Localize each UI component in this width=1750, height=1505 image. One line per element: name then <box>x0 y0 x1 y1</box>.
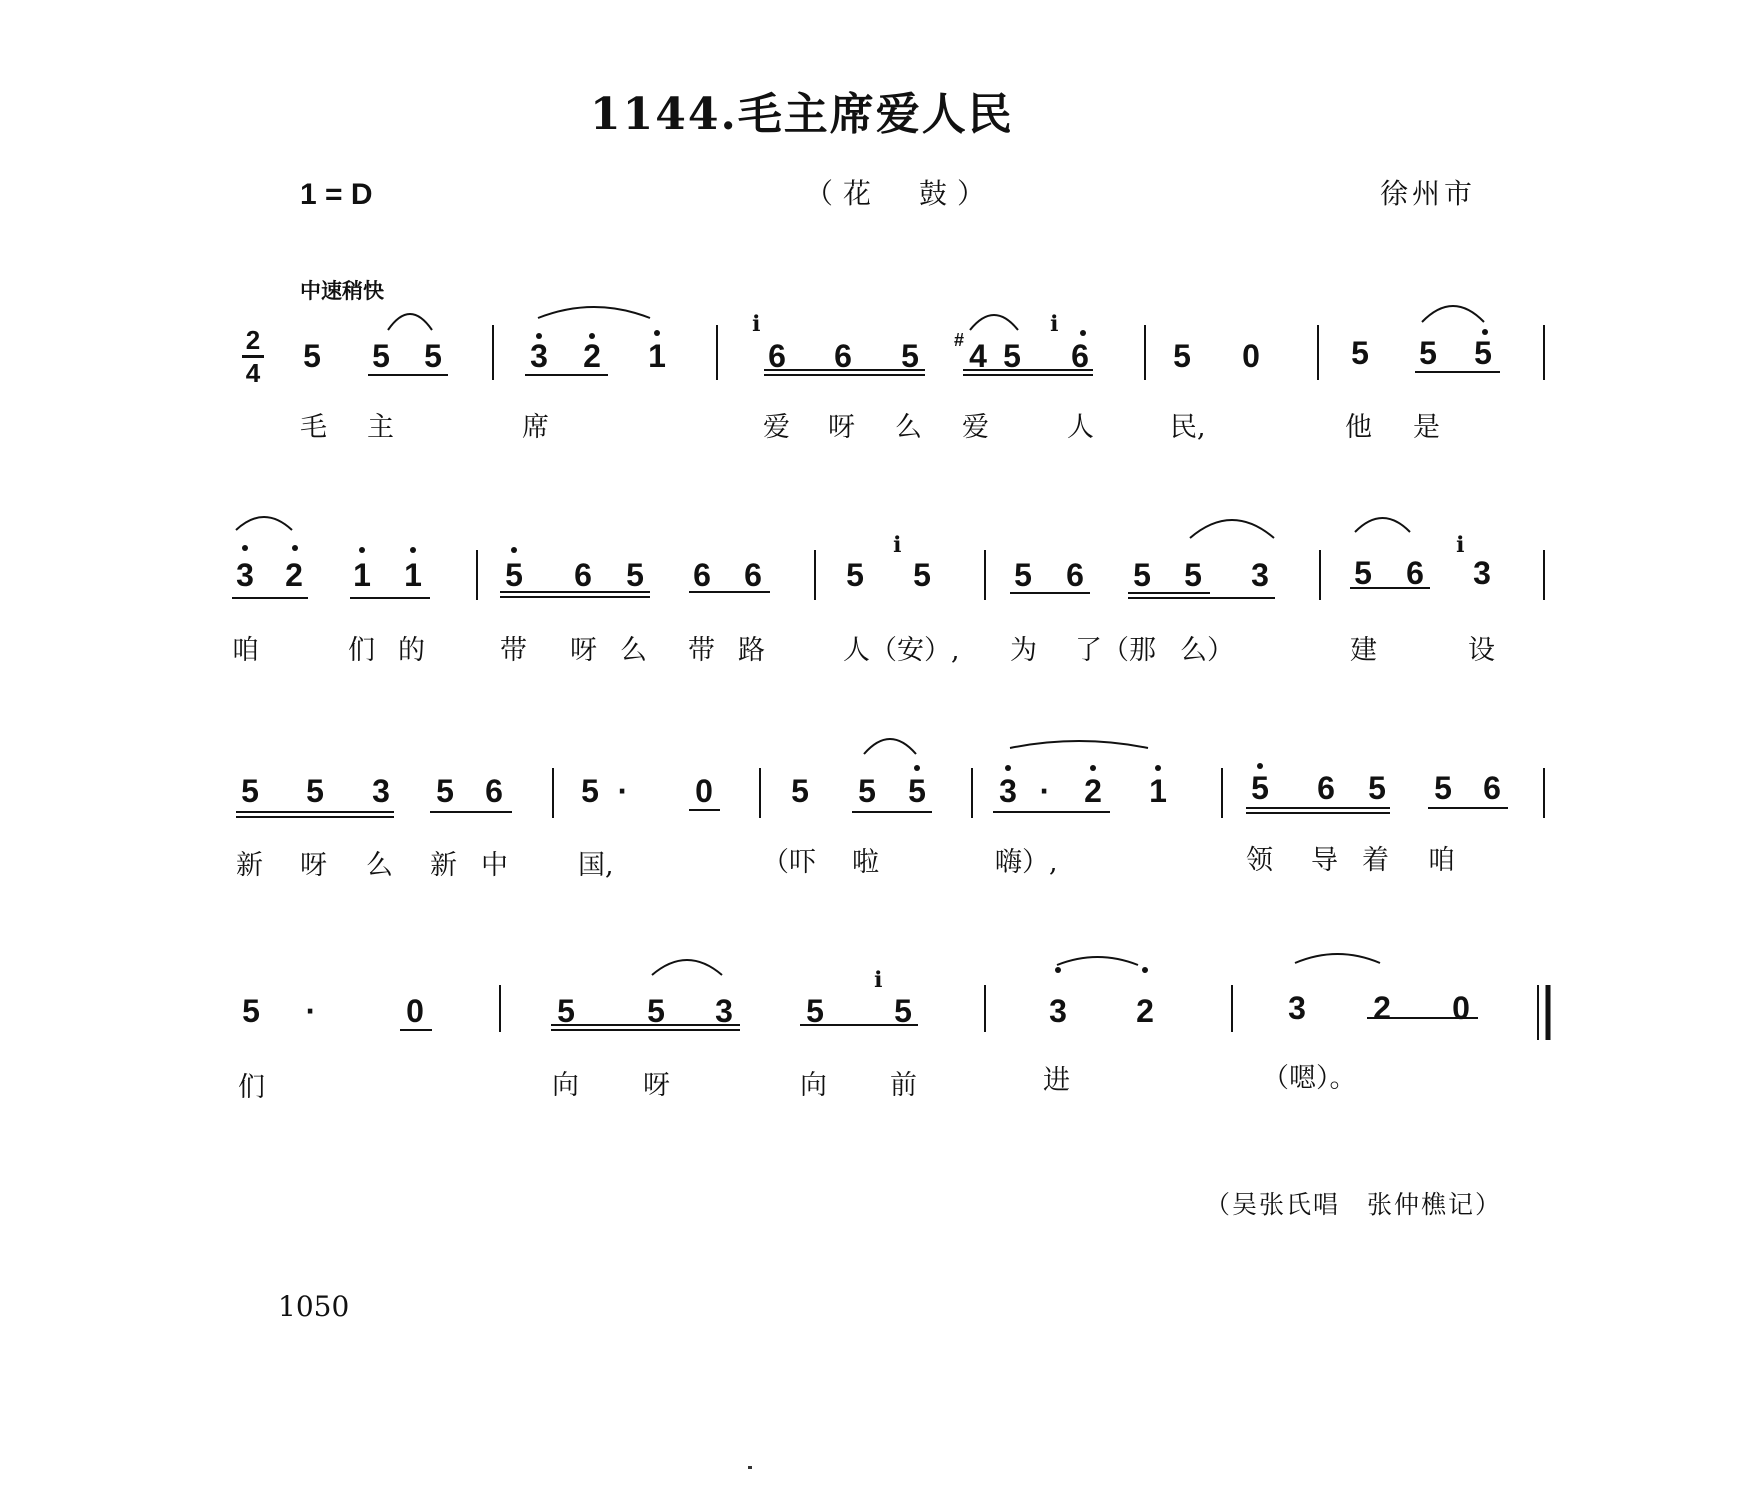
lyric: 民, <box>1170 412 1206 443</box>
slur-arc <box>388 314 432 330</box>
note: 2 <box>583 338 601 374</box>
lyric: 么 <box>895 412 922 443</box>
note: 5 <box>626 557 644 593</box>
note: 5 <box>913 557 931 593</box>
octave-dot <box>359 547 365 553</box>
duration-dot: · <box>617 773 629 809</box>
note: 6 <box>1066 557 1084 593</box>
note: 3 <box>372 773 390 809</box>
note: 5 <box>306 773 324 809</box>
grace-note-mark: ℹ <box>893 533 902 558</box>
lyric: 呀 <box>570 635 597 666</box>
lyric: 带 <box>500 635 527 666</box>
lyric: 着 <box>1362 845 1389 876</box>
slur-arc <box>1057 957 1138 965</box>
time-signature-top: 2 <box>245 325 261 355</box>
slur-arc <box>1190 520 1274 538</box>
slur-arc <box>1422 306 1484 322</box>
octave-dot <box>1080 330 1086 336</box>
note: 5 <box>1251 770 1269 806</box>
note: 3 <box>999 773 1017 809</box>
slur-arc <box>970 315 1018 330</box>
lyric: 路 <box>738 635 765 666</box>
note: 5 <box>1173 338 1191 374</box>
note: 5 <box>581 773 599 809</box>
lyric: 他 <box>1345 412 1372 443</box>
octave-dot <box>1090 765 1096 771</box>
lyric: 们 <box>238 1072 265 1103</box>
octave-dot <box>410 547 416 553</box>
note: 5 <box>303 338 321 374</box>
note: 5 <box>846 557 864 593</box>
note: 3 <box>1473 555 1491 591</box>
note: 5 <box>1368 770 1386 806</box>
genre-label: （花 鼓） <box>805 177 996 210</box>
slur-arc <box>538 307 650 318</box>
lyric: 爱 <box>962 412 989 443</box>
note: 5 <box>557 993 575 1029</box>
lyric: 进 <box>1043 1065 1070 1096</box>
note: 3 <box>1049 993 1067 1029</box>
slur-arc <box>1010 741 1148 748</box>
octave-dot <box>242 545 248 551</box>
note: 5 <box>505 557 523 593</box>
lyric: 么 <box>620 635 647 666</box>
lyric: 前 <box>890 1070 917 1101</box>
key-signature: 1 = D <box>300 178 373 211</box>
lyric: 向 <box>552 1070 579 1101</box>
note: 0 <box>695 773 713 809</box>
note: 3 <box>236 557 254 593</box>
note: 6 <box>1071 338 1089 374</box>
note: 5 <box>1003 338 1021 374</box>
lyric: 啦 <box>852 847 879 878</box>
lyric: 呀 <box>643 1070 670 1101</box>
slur-arc <box>864 739 916 754</box>
octave-dot <box>511 547 517 553</box>
octave-dot <box>1257 763 1263 769</box>
lyric: 人 <box>1067 412 1094 443</box>
note: 5 <box>436 773 454 809</box>
lyric: 毛 <box>300 412 327 443</box>
note: 5 <box>1474 335 1492 371</box>
note: 6 <box>693 557 711 593</box>
note: 3 <box>1251 557 1269 593</box>
lyric: 么） <box>1180 635 1234 666</box>
note: 5 <box>908 773 926 809</box>
octave-dot <box>1005 765 1011 771</box>
note: 2 <box>285 557 303 593</box>
note: 1 <box>1149 773 1167 809</box>
note: 6 <box>1317 770 1335 806</box>
note: 5 <box>1351 335 1369 371</box>
note: 5 <box>424 338 442 374</box>
note: 5 <box>241 773 259 809</box>
time-signature-bottom: 4 <box>245 358 261 388</box>
note: 6 <box>744 557 762 593</box>
note: 5 <box>858 773 876 809</box>
sharp-accidental: # <box>954 330 965 350</box>
note: 5 <box>1014 557 1032 593</box>
lyric: 的 <box>398 635 425 666</box>
lyric: （吓 <box>762 847 816 878</box>
lyric: 设 <box>1468 635 1495 666</box>
note: 6 <box>574 557 592 593</box>
note: 2 <box>1084 773 1102 809</box>
grace-note-mark: ℹ <box>1456 533 1465 558</box>
performer-credit: （吴张氏唱 张仲樵记） <box>1205 1190 1503 1219</box>
note: 5 <box>1434 770 1452 806</box>
note: 1 <box>404 557 422 593</box>
note: 3 <box>530 338 548 374</box>
lyric: 导 <box>1311 845 1338 876</box>
note: 4 <box>969 338 987 374</box>
lyric: 人（安）, <box>843 635 960 666</box>
grace-note-mark: ℹ <box>752 312 761 337</box>
lyric: 新 <box>430 850 457 881</box>
lyric: 咱 <box>232 635 259 666</box>
note: 5 <box>901 338 919 374</box>
lyric: 么 <box>366 850 393 881</box>
note: 6 <box>485 773 503 809</box>
note: 5 <box>894 993 912 1029</box>
lyric: 爱 <box>763 412 790 443</box>
note: 5 <box>1354 555 1372 591</box>
lyric: 席 <box>522 412 549 443</box>
note: 6 <box>1406 555 1424 591</box>
note: 2 <box>1136 993 1154 1029</box>
note: 3 <box>1288 990 1306 1026</box>
lyric: 咱 <box>1428 845 1455 876</box>
lyric: 领 <box>1246 845 1273 876</box>
page-number: 1050 <box>278 1290 350 1323</box>
lyric: 了（那 <box>1075 635 1156 666</box>
octave-dot <box>914 765 920 771</box>
song-title: 1144.毛主席爱人民 <box>590 89 1014 140</box>
duration-dot: · <box>1039 773 1051 809</box>
lyric: 带 <box>688 635 715 666</box>
lyric: 建 <box>1350 635 1377 666</box>
lyric: 新 <box>236 850 263 881</box>
note: 5 <box>1184 557 1202 593</box>
duration-dot: · <box>305 993 317 1029</box>
region-label: 徐州市 <box>1380 177 1477 210</box>
octave-dot <box>1055 967 1061 973</box>
note: 0 <box>1452 990 1470 1026</box>
lyric: 为 <box>1010 635 1037 666</box>
note: 6 <box>1483 770 1501 806</box>
octave-dot <box>1155 765 1161 771</box>
slur-arc <box>652 960 722 975</box>
note: 3 <box>715 993 733 1029</box>
lyric: 向 <box>800 1070 827 1101</box>
note: 5 <box>242 993 260 1029</box>
note: 1 <box>353 557 371 593</box>
lyric: 主 <box>367 412 394 443</box>
lyric: 是 <box>1413 412 1440 443</box>
octave-dot <box>654 330 660 336</box>
note: 6 <box>834 338 852 374</box>
grace-note-mark: ℹ <box>1050 312 1059 337</box>
octave-dot <box>1142 967 1148 973</box>
note: 0 <box>1242 338 1260 374</box>
note: 2 <box>1373 990 1391 1026</box>
print-speck <box>748 1466 752 1469</box>
note: 6 <box>768 338 786 374</box>
note: 0 <box>406 993 424 1029</box>
slur-arc <box>1355 518 1410 532</box>
grace-note-mark: ℹ <box>874 968 883 993</box>
note: 5 <box>647 993 665 1029</box>
lyric: 中 <box>481 850 508 881</box>
lyric: 呀 <box>828 412 855 443</box>
lyric: 嗨）, <box>995 847 1058 878</box>
note: 5 <box>372 338 390 374</box>
lyric: 呀 <box>300 850 327 881</box>
note: 5 <box>791 773 809 809</box>
note: 5 <box>1133 557 1151 593</box>
slur-arc <box>236 517 292 530</box>
lyric: （嗯）。 <box>1262 1063 1357 1094</box>
note: 5 <box>1419 335 1437 371</box>
note: 1 <box>648 338 666 374</box>
slur-arc <box>1295 954 1380 963</box>
note: 5 <box>806 993 824 1029</box>
lyric: 国, <box>578 850 614 881</box>
tempo-marking: 中速稍快 <box>300 280 384 303</box>
octave-dot <box>292 545 298 551</box>
lyric: 们 <box>348 635 375 666</box>
